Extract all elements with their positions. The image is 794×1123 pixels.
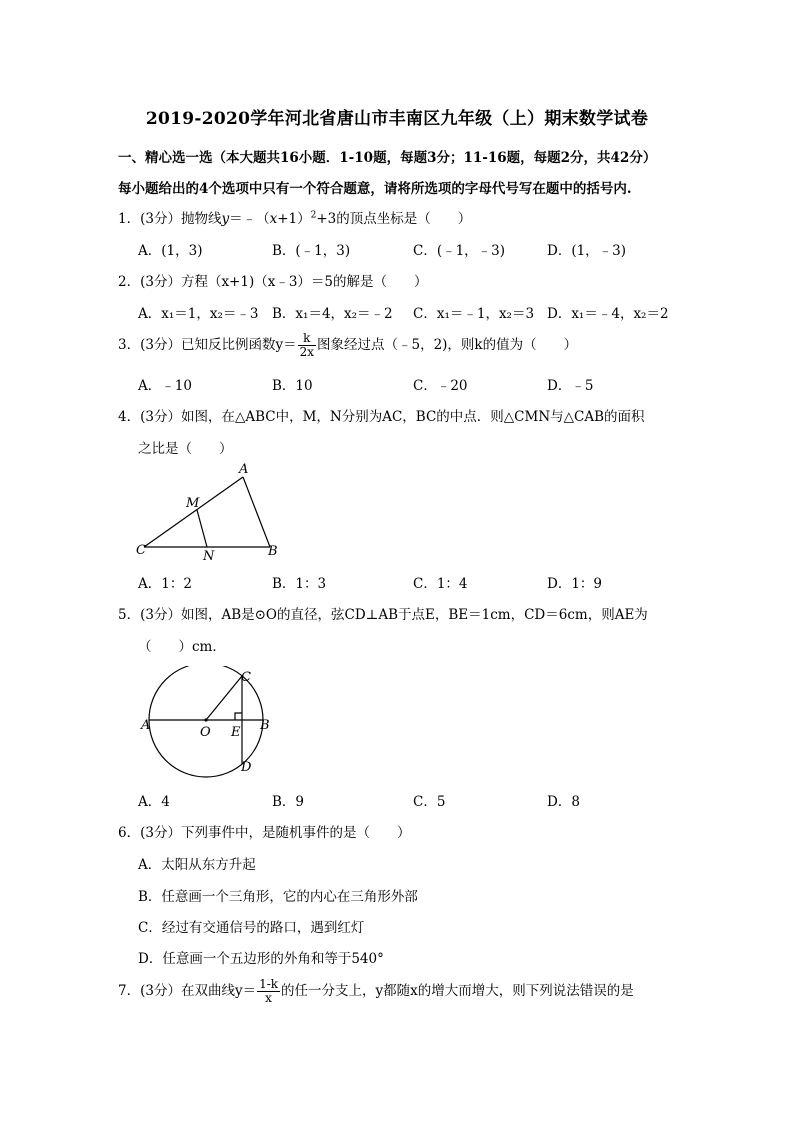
section-instruction: 每小题给出的4个选项中只有一个符合题意，请将所选项的字母代号写在题中的括号内. (118, 181, 632, 197)
side-ca (144, 477, 243, 547)
q3-prefix: 3．(3分）已知反比例函数y＝ (118, 337, 297, 353)
question-5-line-1: 5．(3分）如图，AB是⊙O的直径，弦CD⊥AB于点E，BE＝1cm，CD＝6cm，则AE为 (118, 607, 648, 623)
q6-option-d[interactable]: D．任意画一个五边形的外角和等于540° (138, 951, 384, 967)
label-b: B (260, 718, 270, 733)
label-a: A (239, 462, 249, 477)
label-d: D (241, 760, 252, 775)
q1-tail: +3的顶点坐标是（ ） (316, 211, 472, 227)
q5-option-a[interactable]: A．4 (138, 794, 170, 810)
q1-exponent: 2 (310, 210, 317, 221)
q3-option-c[interactable]: C．﹣20 (413, 378, 468, 394)
q2-options (0, 302, 794, 322)
q5-option-d[interactable]: D．8 (547, 794, 580, 810)
label-b: B (268, 544, 278, 559)
page-title: 2019-2020学年河北省唐山市丰南区九年级（上）期末数学试卷 (145, 109, 649, 129)
q6-option-a[interactable]: A．太阳从东方升起 (138, 857, 256, 873)
question-4-line-1: 4．(3分）如图，在△ABC中，M，N分别为AC，BC的中点．则△CMN与△CAB的面积 (118, 409, 645, 425)
q7-fraction (257, 978, 280, 1005)
q6-option-b[interactable]: B．任意画一个三角形，它的内心在三角形外部 (138, 889, 418, 905)
q5-option-b[interactable]: B．9 (272, 794, 305, 810)
q3-options (0, 374, 794, 394)
q3-option-b[interactable]: B．10 (272, 378, 313, 394)
label-e: E (231, 725, 241, 740)
q1-options (0, 239, 794, 259)
q7-denominator: x (265, 991, 272, 1005)
question-1 (118, 207, 471, 227)
q7-numerator: 1-k (259, 977, 279, 991)
question-7 (118, 978, 634, 1005)
q2-option-c[interactable]: C．x₁＝﹣1，x₂＝3 (413, 306, 535, 322)
q3-numerator: k (298, 332, 316, 346)
q1-prefix: 1．(3分）抛物线 (118, 211, 222, 227)
label-o: O (200, 725, 211, 740)
q1-eq: ＝﹣（ (229, 211, 270, 227)
question-3 (118, 332, 577, 359)
q6-option-c[interactable]: C．经过有交通信号的路口，遇到红灯 (138, 920, 365, 936)
q3-option-a[interactable]: A．﹣10 (138, 378, 192, 394)
center-point (204, 718, 207, 721)
q4-options (0, 572, 794, 592)
q7-prefix: 7．(3分）在双曲线y＝ (118, 983, 257, 999)
q5-option-c[interactable]: C．5 (413, 794, 446, 810)
question-5-line-2: （ ）cm． (138, 639, 226, 655)
q3-suffix: 图象经过点（﹣5，2)，则k的值为（ ） (316, 337, 578, 353)
q4-option-d[interactable]: D．1：9 (547, 576, 603, 592)
label-c: C (241, 670, 251, 685)
q1-option-b[interactable]: B．(﹣1，3) (272, 243, 351, 259)
q2-option-d[interactable]: D．x₁＝﹣4，x₂＝2 (547, 306, 669, 322)
q3-fraction (298, 332, 316, 359)
q1-option-c[interactable]: C．(﹣1，﹣3) (413, 243, 506, 259)
q1-rest: +1） (277, 211, 311, 227)
q2-option-b[interactable]: B．x₁＝4，x₂＝﹣2 (272, 306, 393, 322)
q5-options (0, 790, 794, 810)
question-4-line-2: 之比是（ ） (138, 441, 233, 457)
label-m: M (186, 496, 200, 511)
side-ab (243, 477, 270, 547)
label-n: N (203, 549, 215, 564)
q1-option-d[interactable]: D．(1，﹣3) (547, 243, 627, 259)
q3-denominator: 2x (299, 345, 314, 359)
q3-option-d[interactable]: D．﹣5 (547, 378, 594, 394)
q4-option-b[interactable]: B．1：3 (272, 576, 327, 592)
circle-figure (138, 666, 273, 786)
q7-suffix: 的任一分支上，y都随x的增大而增大，则下列说法错误的是 (281, 983, 634, 999)
right-angle-mark (235, 713, 242, 720)
label-c: C (136, 543, 146, 558)
q1-option-a[interactable]: A．(1，3) (138, 243, 203, 259)
section-heading: 一、精心选一选（本大题共16小题．1-10题，每题3分；11-16题，每题2分，共42分） (118, 150, 657, 166)
q1-var-y: y (221, 211, 230, 227)
question-2: 2．(3分）方程（x+1)（x﹣3）＝5的解是（ ） (118, 274, 428, 290)
q1-var-x: x (269, 211, 278, 227)
q2-option-a[interactable]: A．x₁＝1，x₂＝﹣3 (138, 306, 259, 322)
triangle-figure (130, 458, 290, 564)
question-6: 6．(3分）下列事件中，是随机事件的是（ ） (118, 825, 411, 841)
label-a: A (141, 718, 151, 733)
segment-mn (197, 510, 207, 547)
q4-option-a[interactable]: A．1：2 (138, 576, 192, 592)
q4-option-c[interactable]: C．1：4 (413, 576, 468, 592)
